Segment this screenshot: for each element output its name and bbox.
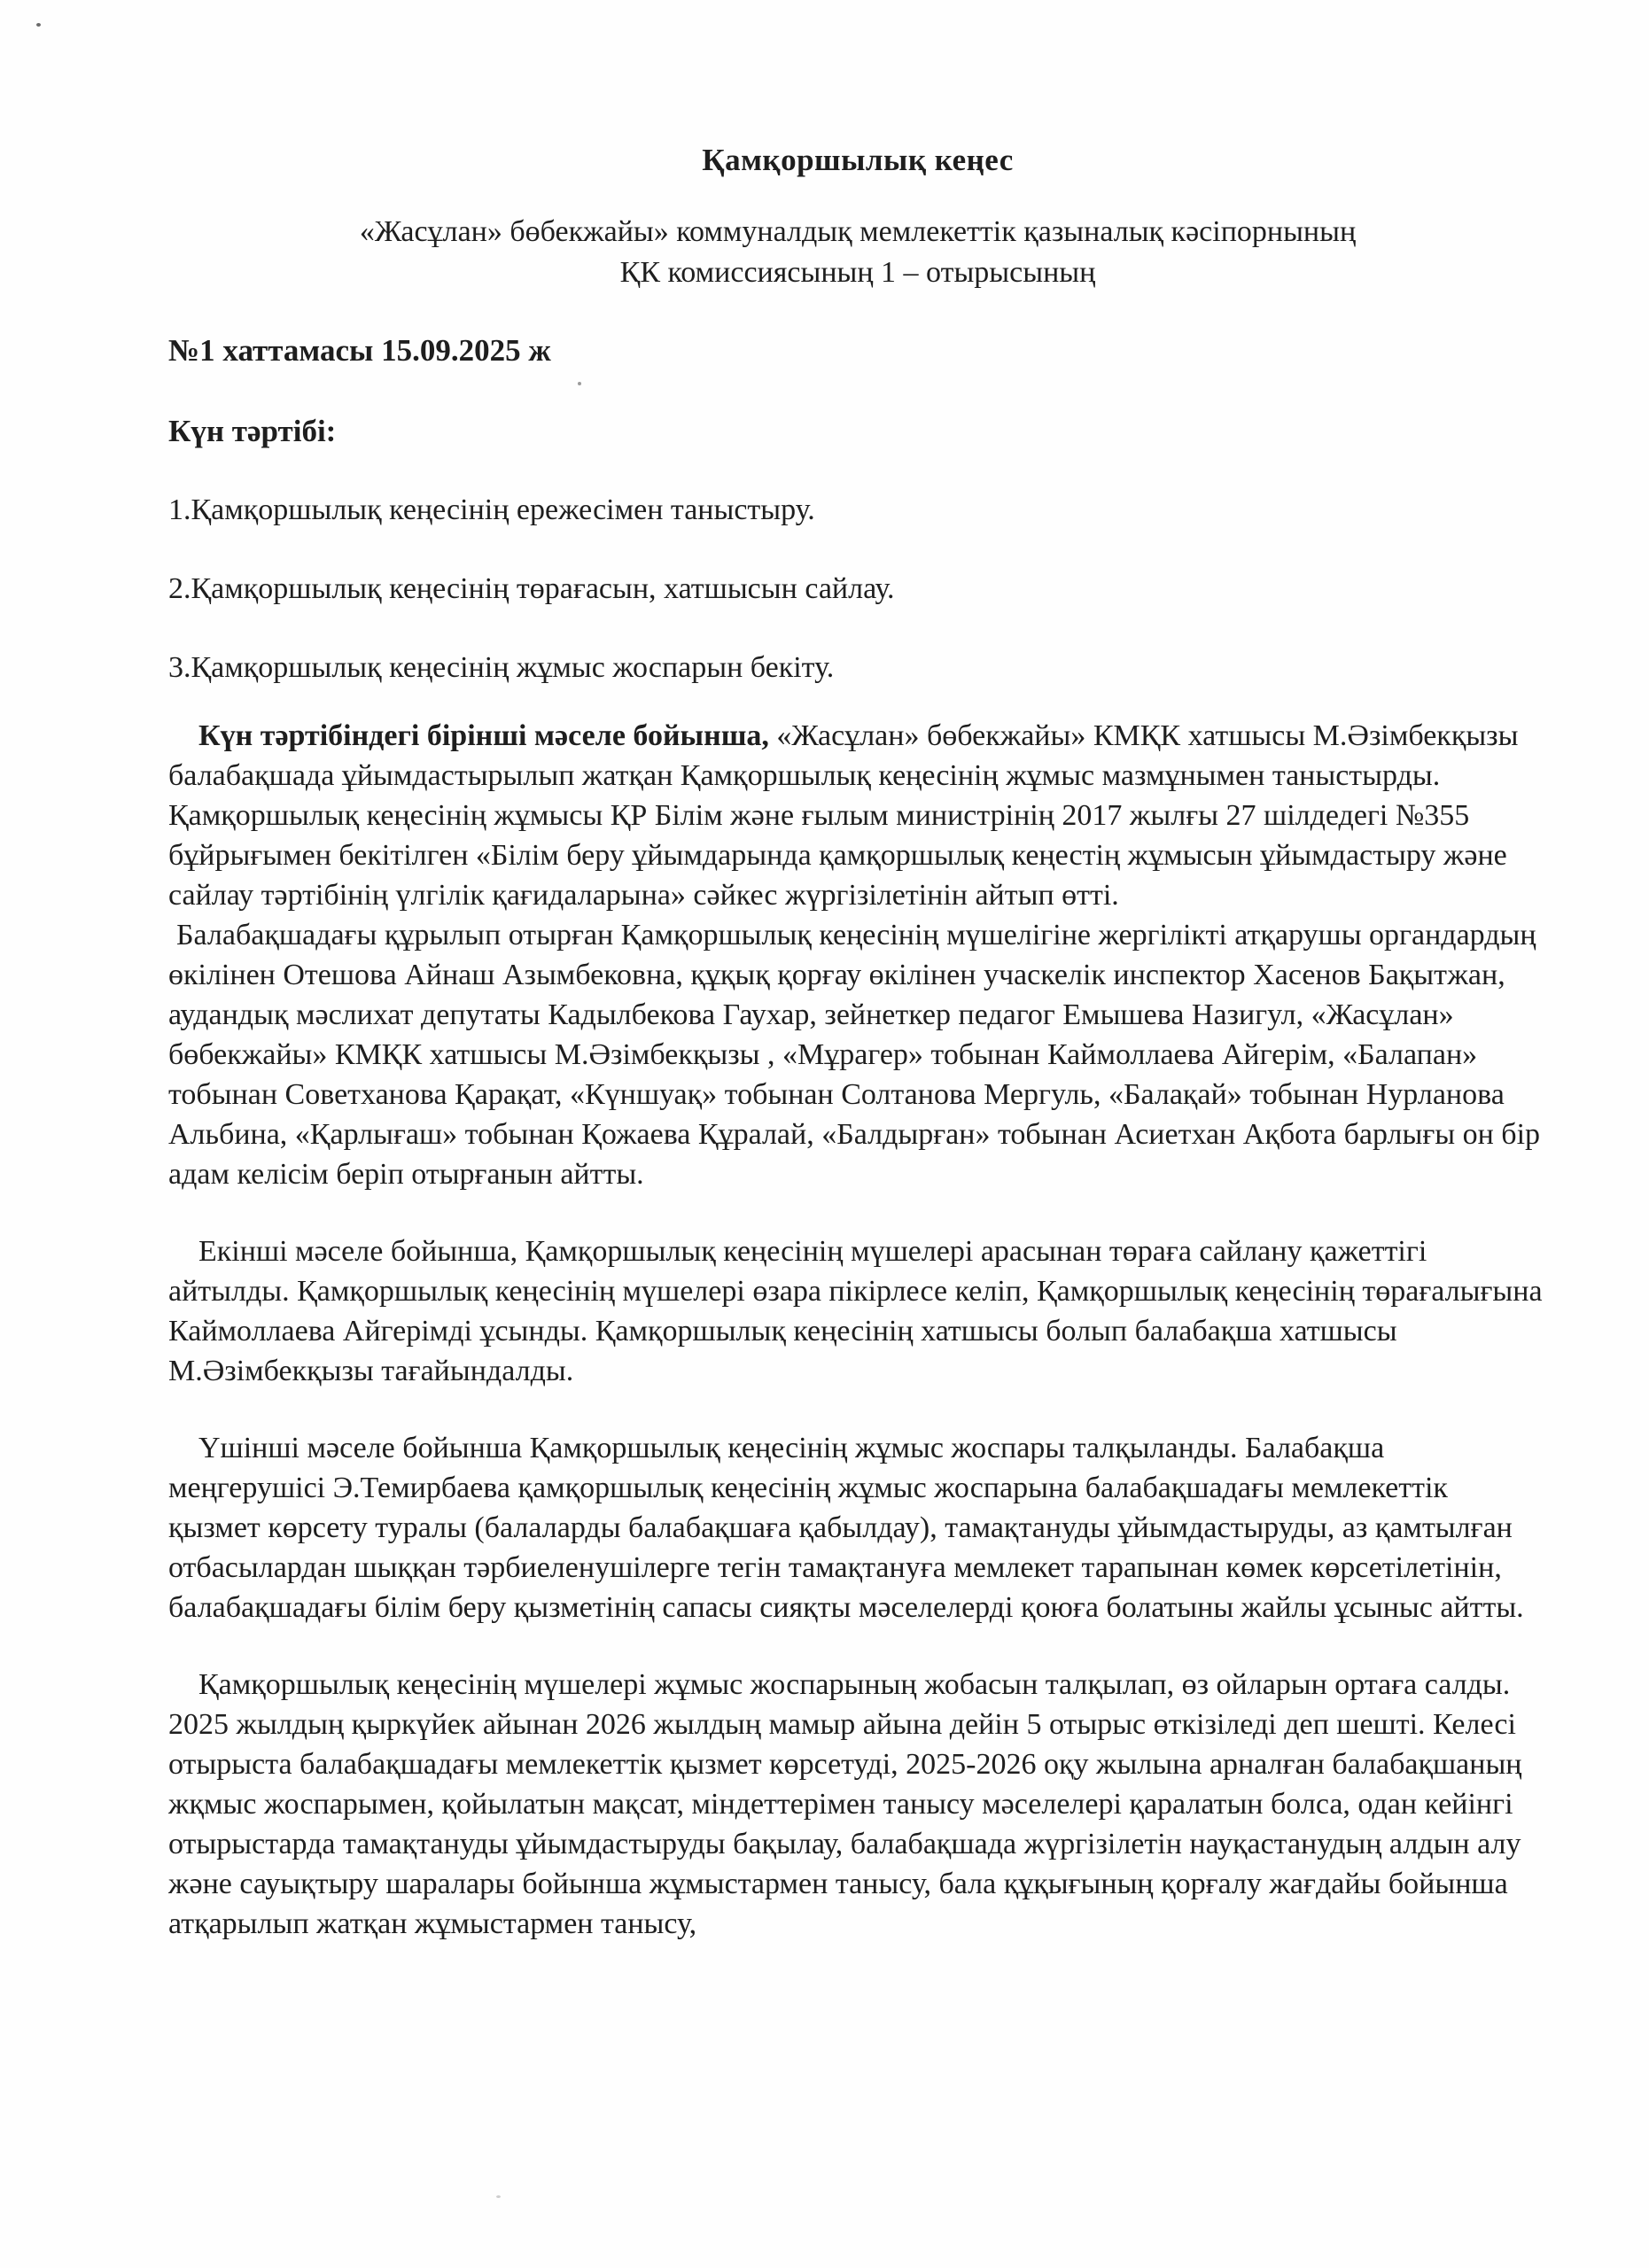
body-paragraph-first-issue	[168, 716, 1547, 915]
agenda-item-3: 3.Қамқоршылық кеңесінің жұмыс жоспарын бекіту.	[168, 651, 835, 684]
paragraph-bold-lead: Күн тәртібіндегі бірінші мәселе бойынша,	[198, 719, 769, 752]
scan-speck	[36, 23, 41, 27]
protocol-number-line: №1 хаттамасы 15.09.2025 ж	[168, 333, 551, 368]
paragraph-text: «Жасұлан» бөбекжайы» КМҚК хатшысы М.Әзімбекқызы балабақшада ұйымдастырылып жатқан Қамқоршылық кеңесінің жұмыс мазмұнымен таныстырды. Қамқоршылық кеңесінің жұмысы ҚР Білім және ғылым министрінің 2017 жылғы 27 шілдедегі №355 бұйрығымен бекітілген «Білім беру ұйымдарында қамқоршылық кеңестің жұмысын ұйымдастыру және сайлау тәртібінің үлгілік қағидаларына» сәйкес жүргізілетінін айтып өтті.	[168, 719, 1519, 912]
agenda-item-2: 2.Қамқоршылық кеңесінің төрағасын, хатшысын сайлау.	[168, 572, 895, 605]
agenda-item-1: 1.Қамқоршылық кеңесінің ережесімен таныстыру.	[168, 493, 815, 526]
body-paragraph-council-members: Балабақшадағы құрылып отырған Қамқоршылық кеңесінің мүшелігіне жергілікті атқарушы органдардың өкілінен Отешова Айнаш Азымбековна, құқық қорғау өкілінен учаскелік инспектор Хасенов Бақытжан, аудандық мәслихат депутаты Кадылбекова Гаухар, зейнеткер педагог Емышева Назигул, «Жасұлан» бөбекжайы» КМҚК хатшысы М.Әзімбекқызы , «Мұрагер» тобынан Каймоллаева Айгерім, «Балапан» тобынан Советханова Қарақат, «Күншуақ» тобынан Солтанова Мергуль, «Балақай» тобынан Нурланова Альбина, «Қарлығаш» тобынан Қожаева Құралай, «Балдырған» тобынан Асиетхан Ақбота барлығы он бір адам келісім беріп отырғанын айтты.	[168, 919, 1541, 1191]
document-subtitle	[168, 212, 1547, 293]
agenda-heading: Күн тәртібі:	[168, 414, 337, 448]
body-paragraph-second-issue: Екінші мәселе бойынша, Қамқоршылық кеңесінің мүшелері арасынан төраға сайлану қажеттігі айтылды. Қамқоршылық кеңесінің мүшелері өзара пікірлесе келіп, Қамқоршылық кеңесінің төрағалығына Каймоллаева Айгерімді ұсынды. Қамқоршылық кеңесінің хатшысы болып балабақша хатшысы М.Әзімбекқызы тағайындалды.	[168, 1235, 1543, 1387]
scan-speck	[496, 2195, 501, 2198]
agenda-list	[168, 490, 1547, 687]
document-title: Қамқоршылық кеңес	[702, 143, 1014, 177]
body-paragraph-work-plan: Қамқоршылық кеңесінің мүшелері жұмыс жоспарының жобасын талқылап, өз ойларын ортаға салды. 2025 жылдың қыркүйек айынан 2026 жылдың мамыр айына дейін 5 отырыс өткізіледі деп шешті. Келесі отырыста балабақшадағы мемлекеттік қызмет көрсетуді, 2025-2026 оқу жылына арналған балабақшаның жқмыс жоспарымен, қойылатын мақсат, міндеттерімен танысу мәселелері қаралатын болса, одан кейінгі отырыстарда тамақтануды ұйымдастыруды бақылау, балабақшада жүргізілетін науқастанудың алдын алу және сауықтыру шаралары бойынша жұмыстармен танысу, бала құқығының қорғалу жағдайы бойынша атқарылып жатқан жұмыстармен танысу,	[168, 1668, 1522, 1940]
document-body	[168, 716, 1547, 1944]
document-content	[168, 140, 1547, 1944]
subtitle-line-1: «Жасұлан» бөбекжайы» коммуналдық мемлекеттік қазыналық кәсіпорнының	[359, 215, 1357, 248]
body-paragraph-third-issue: Үшінші мәселе бойынша Қамқоршылық кеңесінің жұмыс жоспары талқыланды. Балабақша меңгерушісі Э.Темирбаева қамқоршылық кеңесінің жұмыс жоспарына балабақшадағы мемлекеттік қызмет көрсету туралы (балаларды балабақшаға қабылдау), тамақтануды ұйымдастыруды, аз қамтылған отбасылардан шыққан тәрбиеленушілерге тегін тамақтануға мемлекет тарапынан көмек көрсетілетінін, балабақшадағы білім беру қызметінің сапасы сияқты мәселелерді қоюға болатыны жайлы ұсыныс айтты.	[168, 1432, 1524, 1624]
subtitle-line-2: ҚК комиссиясының 1 – отырысының	[619, 256, 1096, 289]
